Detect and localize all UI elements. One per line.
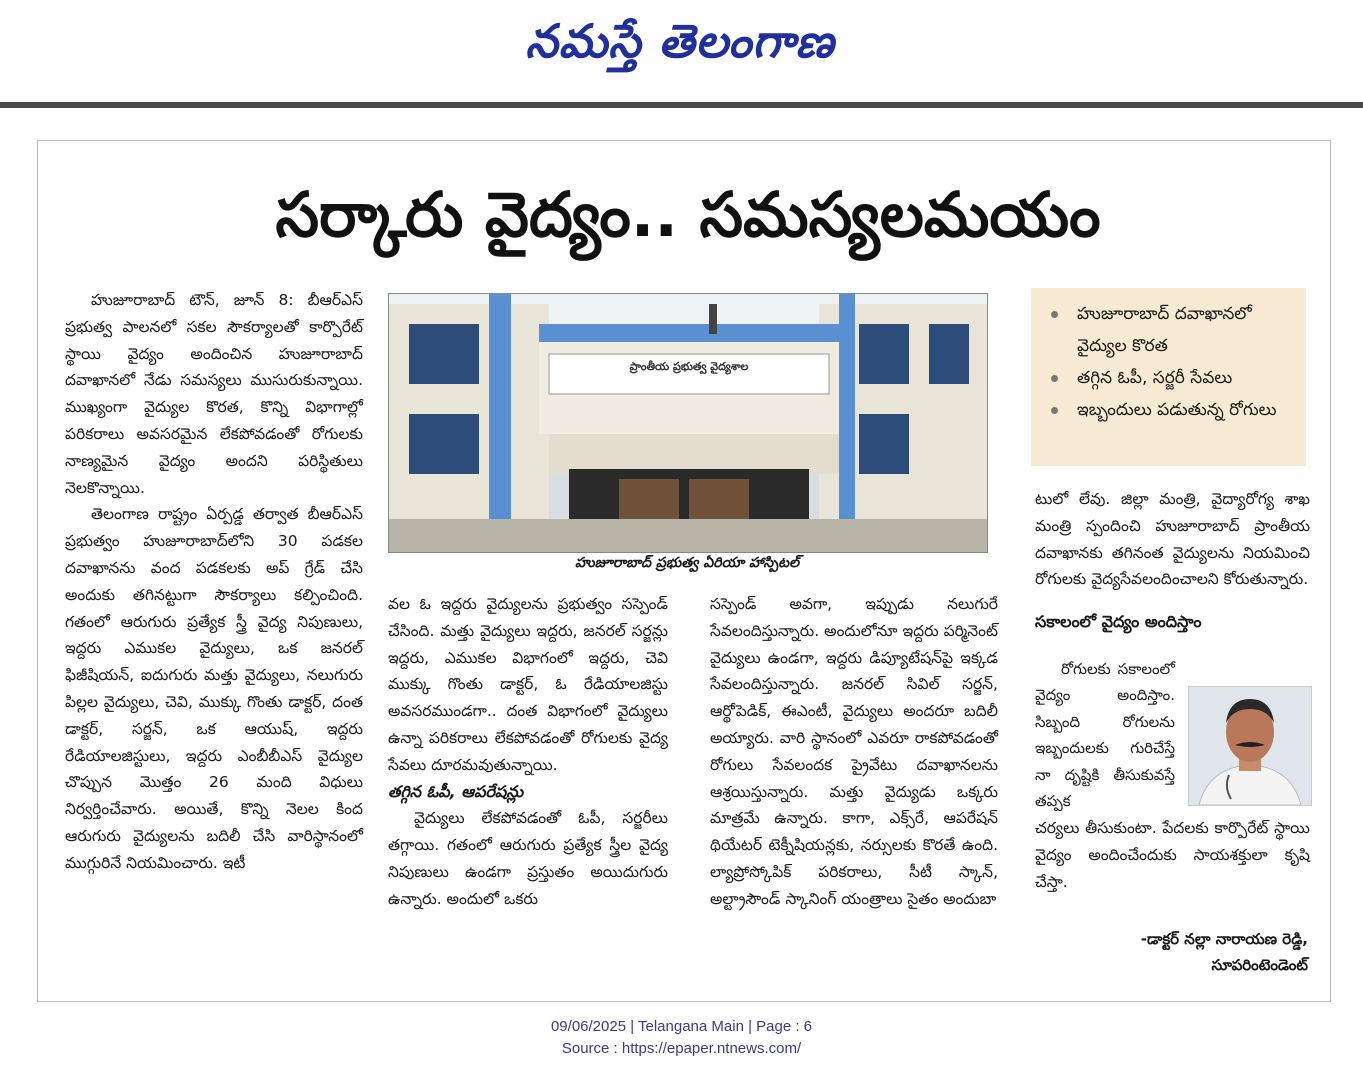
- footer-source-link[interactable]: Source : https://epaper.ntnews.com/: [561, 1040, 802, 1057]
- article-clipping: [37, 140, 1331, 1002]
- paragraph: తెలంగాణ రాష్ట్రం ఏర్పడ్డ తర్వాత బీఆర్ఎస్ ప్రభుత్వం హుజూరాబాద్‌లోని 30 పడకల దవాఖానను వంద పడకలకు అప్ గ్రేడ్ చేసి అందుకు తగినట్టుగా సౌకర్యాలు కల్పించింది. గతంలో ఆరుగురు ప్రత్యేక స్త్రీ వైద్య నిపుణులు, ఇద్దరు ఎముకల వైద్యులు, ఒక జనరల్ ఫిజీషియన్, ఐదుగురు మత్తు వైద్యులు, నలుగురు పిల్లల వైద్యులు, చెవి, ముక్కు గొంతు డాక్టర్, దంత డాక్టర్, సర్జన్, ఒక ఆయుష్, ఇద్దరు రేడియాలజిస్టులు, ఇద్దరు ఎంబీబీఎస్ వైద్యుల చొప్పున మొత్తం 26 మంది విధులు నిర్వర్తించేవారు. అయితే, కొన్ని నెలల కింద ఆరుగురు వైద్యులను బదిలీ చేసి వారిస్థానంలో ముగ్గురినే నియమించారు. ఇటీ: [65, 505, 363, 872]
- doctor-quote: రోగులకు సకాలంలో వైద్యం అందిస్తాం. సిబ్బంది రోగులను ఇబ్బందులకు గురిచేస్తే నా దృష్టికి తీసుకువస్తే తప్పక: [1035, 659, 1175, 811]
- paragraph: టులో లేవు. జిల్లా మంత్రి, వైద్యారోగ్య శాఖ మంత్రి స్పందించి హుజూరాబాద్ ప్రాంతీయ దవాఖానకు తగినంత వైద్యులను నియమించి రోగులకు వైద్యసేవలందించాలని కోరుతున్నారు.: [1035, 490, 1310, 589]
- article-headline: సర్కారు వైద్యం.. సమస్యలమయం: [275, 178, 1101, 251]
- article-column-2: [388, 591, 668, 913]
- hospital-sign-text: ప్రాంతీయ ప్రభుత్వ వైద్యశాల: [629, 360, 749, 373]
- highlights-box: [1031, 288, 1306, 466]
- highlight-item: హుజూరాబాద్ దవాఖానలో వైద్యుల కొరత: [1077, 298, 1306, 362]
- paragraph: సస్పెండ్ అవగా, ఇప్పుడు నలుగురే సేవలందిస్తున్నారు. అందులోనూ ఇద్దరు పర్మినెంట్ వైద్యులు ఉండగా, ఇద్దరు డిప్యూటేషన్‌పై ఇక్కడ సేవలందిస్తున్నారు. జనరల్ సివిల్ సర్జన్, ఆర్థోపెడిక్, ఈఎంటీ, వైద్యులు అందరూ బదిలీ అయ్యారు. వారి స్థానంలో ఎవరూ రాకపోవడంతో రోగులు సేవలందక ప్రైవేటు దవాఖానలను ఆశ్రయిస్తున్నారు. మత్తు వైద్యుడు ఒక్కరు మాత్రమే ఉన్నారు. కాగా, ఎక్స్‌రే, ఆపరేషన్ థియేటర్ టెక్నీషియన్లకు, నర్సులకు కొరతే ఉంది. ల్యాప్రోస్కోపిక్ పరికరాలు, సీటీ స్కాన్, అల్ట్రాసౌండ్ స్కానింగ్ యంత్రాలు సైతం అందుబా: [710, 595, 998, 908]
- page-footer: [0, 1016, 1363, 1060]
- highlight-item: తగ్గిన ఓపీ, సర్జరీ సేవలు: [1077, 362, 1306, 394]
- paragraph: హుజూరాబాద్ టౌన్, జూన్ 8: బీఆర్ఎస్ ప్రభుత్వ పాలనలో సకల సౌకర్యాలతో కార్పొరేట్ స్థాయి వైద్యం అందించిన హుజూరాబాద్ దవాఖానలో నేడు సమస్యలు ముసురుకున్నాయి. ముఖ్యంగా వైద్యుల కొరత, కొన్ని విభాగాల్లో పరికరాలు అవసరమైన లేకపోవడంతో రోగులకు నాణ్యమైన వైద్యం అందని పరిస్థితులు నెలకొన్నాయి.: [65, 291, 363, 497]
- signature-name: -డాక్టర్ నల్లా నారాయణ రెడ్డి,: [1140, 930, 1308, 948]
- doctor-portrait-image: [1189, 687, 1311, 805]
- masthead-divider: [0, 102, 1363, 108]
- doctor-quote-cont: చర్యలు తీసుకుంటా. పేదలకు కార్పొరేట్ స్థాయి వైద్యం అందించేందుకు సాయశక్తులా కృషి చేస్తా.: [1035, 818, 1310, 891]
- masthead: [0, 0, 1363, 100]
- footer-edition-info: 09/06/2025 | Telangana Main | Page : 6: [550, 1018, 813, 1035]
- hospital-building-image: [389, 294, 987, 552]
- subheading: సకాలంలో వైద్యం అందిస్తాం: [1035, 612, 1202, 632]
- newspaper-logo: నమస్తే తెలంగాణ: [525, 14, 835, 68]
- signature-title: సూపరింటెండెంట్: [1211, 956, 1308, 974]
- article-column-3: [710, 591, 998, 913]
- paragraph: వైద్యులు లేకపోవడంతో ఓపీ, సర్జరీలు తగ్గాయి. గతంలో ఆరుగురు ప్రత్యేక స్త్రీల వైద్య నిపుణులు ఉండగా ప్రస్తుతం అయిదుగురు ఉన్నారు. అందులో ఒకరు: [388, 809, 668, 908]
- subheading: తగ్గిన ఓపీ, ఆపరేషన్లు: [388, 781, 524, 801]
- highlight-item: ఇబ్బందులు పడుతున్న రోగులు: [1077, 394, 1306, 426]
- photo-caption: హుజూరాబాద్ ప్రభుత్వ ఏరియా హాస్పిటల్: [574, 555, 800, 571]
- hospital-photo: [388, 293, 988, 553]
- doctor-portrait: [1188, 686, 1312, 806]
- paragraph: వల ఓ ఇద్దరు వైద్యులను ప్రభుత్వం సస్పెండ్ చేసింది. మత్తు వైద్యులు ఇద్దరు, జనరల్ సర్జన్లు ఇద్దరు, ఎముకల విభాగంలో ఇద్దరు, చెవి ముక్కు గొంతు డాక్టర్, ఓ రేడియాలజిస్టు అవసరముండగా.. దంత విభాగంలో వైద్యులు ఉన్నా పరికరాలు లేకపోవడంతో రోగులకు వైద్య సేవలు దూరమవుతున్నాయి.: [388, 595, 668, 774]
- article-column-1: [65, 287, 363, 877]
